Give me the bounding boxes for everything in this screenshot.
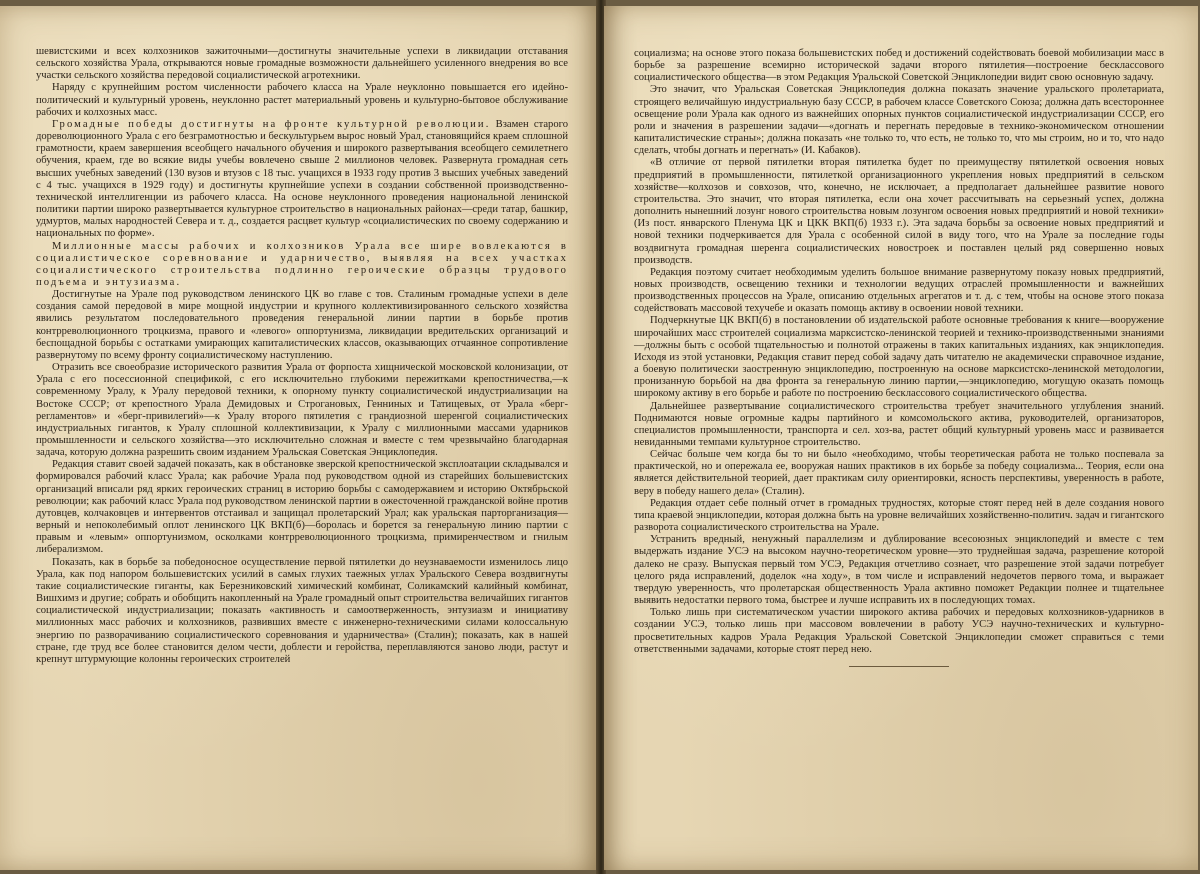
right-page	[604, 6, 1198, 870]
paragraph: Редакция отдает себе полный отчет в громадных трудностях, которые стоят перед ней в деле создания нового типа краевой энциклопедии, которая должна быть на уровне величайших хозяйственно-политич. задач и гигантского разворота социалистического строительства на Урале.	[634, 497, 1164, 534]
spaced-emphasis: Миллионные массы рабочих и колхозников Урала все шире вовлекаются в социалистическое соревнование и ударничество, выявляя на всех участках социалистического строительства подлинно героические образцы трудового подъема и энтузиазма.	[36, 240, 568, 288]
paragraph: Дальнейшее развертывание социалистического строительства требует значительного углубления знаний. Поднимаются новые огромные кадры партийного и комсомольского актива, руководителей, организаторов, специалистов промышленности, транспорта и сел. хоз-ва, растет общий культурный уровень масс и развивается невиданными темпами культурное строительство.	[634, 400, 1164, 448]
left-page	[0, 6, 598, 870]
right-page-text	[634, 48, 1164, 862]
paragraph: Отразить все своеобразие исторического развития Урала от форпоста хищнической московской колонизации, от Урала с его посессионной спецификой, с его исключительно глубокими пережитками крепостничества,—к современному Уралу, к Уралу передовой техники, к опорному пункту социалистической индустриализации на Востоке СССР; от крепостного Урала Демидовых и Строгановых, Генниных и Татищевых, от Урала «берг-регламентов» и «берг-привилегий»—к Уралу второго пятилетия с грандиозной шеренгой социалистических индустриальных гигантов, к Уралу сплошной коллективизации, к Уралу с миллионными массами ударников промышленности и сельского хозяйства—это исключительно сложная и вместе с тем чрезвычайно благодарная задача, которую должна разрешить своим изданием Уральская Советская Энциклопедия.	[36, 362, 568, 459]
paragraph: социализма; на основе этого показа большевистских побед и достижений содействовать боевой мобилизации масс в борьбе за разрешение всемирно исторической задачи второго пятилетия—построение бесклассового социалистического общества—в этом Редакция Уральской Советской Энциклопедии видит свою основную задачу.	[634, 48, 1164, 84]
paragraph: Показать, как в борьбе за победоносное осуществление первой пятилетки до неузнаваемости изменилось лицо Урала, как под напором большевистских усилий в самых глухих таежных углах Уральского Севера воздвигнуты такие социалистические гиганты, как Березниковский химический комбинат, Соликамский калийный комбинат, Вишхимз и другие; собрать и обобщить накопленный на Урале громадный опыт строительства величайших гигантов социалистической индустриализации; показать «активность и самоотверженность, энтузиазм и инициативу миллионных масс рабочих и колхозников, развивших вместе с инженерно-техническими силами колоссальную энергию по разворачиванию социалистического соревнования и ударничества» (Сталин); показать, как в нашей стране, где труд все более становится делом чести, доблести и геройства, переплавляются заново люди, растут и крепнут штурмующие колонны героических строителей	[36, 556, 568, 665]
paragraph: Громадные победы достигнуты на фронте культурной революции. Взамен старого дореволюционного Урала с его безграмотностью и бескультурьем вырос новый Урал, становящийся краем сплошной грамотности, краем завершения всеобщего начального обучения и широкого развертывания всеобщего семилетнего обучения, краем, где во всякие виды учебы вовлечено свыше 2 миллионов человек. Развернута громадная сеть высших учебных заведений (130 вузов и втузов с 18 тыс. учащихся в 1933 году против 3 высших учебных заведений с 4 тыс. учащихся в 1929 году) и достигнуты крупнейшие успехи в создании собственной производственно-технической интеллигенции из рабочего класса. На основе неуклонного проведения национальной ленинской политики партии широко развертывается культурное строительство в национальных районах—среди татар, башкир, удмуртов, малых народностей Севера и т. д., создается расцвет культур «социалистических по своему содержанию и национальных по форме».	[36, 118, 568, 240]
paragraph: Наряду с крупнейшим ростом численности рабочего класса на Урале неуклонно повышается его идейно-политический и культурный уровень, неуклонно растет материальный уровень и культурно-бытовое обслуживание рабочих и колхозных масс.	[36, 82, 568, 118]
spaced-emphasis: Громадные победы достигнуты на фронте культурной революции.	[52, 118, 491, 130]
paragraph	[36, 241, 568, 290]
paragraph: Сейчас больше чем когда бы то ни было «необходимо, чтобы теоретическая работа не только поспевала за практической, но и опережала ее, вооружая наших практиков в их борьбе за победу социализма... Теория, если она является действительной теорией, дает практикам силу ориентировки, ясность перспективы, уверенность в работе, веру в победу нашего дела» (Сталин).	[634, 449, 1164, 497]
paragraph: Это значит, что Уральская Советская Энциклопедия должна показать значение уральского пролетариата, строящего величайшую индустриальную базу СССР, в рабочем классе Советского Союза; должна дать всестороннее освещение роли Урала как одного из важнейших опорных пунктов социалистической индустриализации СССР, его роли и значения в разрешении задачи—«догнать и перегнать передовые в технико-экономическом отношении капиталистические страны»; должна показать «не только то, что есть, не только то, что мы строим, но и то, что надо сделать, чтобы догнать и перегнать» (И. Кабаков).	[634, 84, 1164, 157]
closing-rule	[849, 666, 949, 667]
paragraph: Редакция ставит своей задачей показать, как в обстановке зверской крепостнической эксплоатации складывался и формировался рабочий класс Урала; как рабочие Урала под руководством одной из старейших большевистских организаций вписали ряд ярких героических страниц в историю борьбы с самодержавием и историю Октябрьской революции; как рабочий класс Урала под руководством ленинской партии в ожесточенной гражданской войне против дутовцев, колчаковцев и интервентов отстаивал и защищал пролетарский Урал; как уральская парторганизация—верный и непоколебимый оплот ленинского ЦК ВКП(б)—боролась и борется за генеральную линию партии с правым и «левым» оппортунизмом, осколками контрреволюционного троцкизма, примиренчеством и гнилым либерализмом.	[36, 459, 568, 556]
paragraph: Достигнутые на Урале под руководством ленинского ЦК во главе с тов. Сталиным громадные успехи в деле создания самой передовой в мире мощной индустрии и крупного коллективизированного сельского хозяйства явились результатом последовательного проведения генеральной линии партии в борьбе против контрреволюционного троцкизма, правого и «левого» оппортунизма, ликвидации вредительских организаций и беспощадной борьбы с остатками умирающих капиталистических классов, оказывающих отчаянное сопротивление развернутому по всему фронту социалистическому наступлению.	[36, 289, 568, 361]
paragraph: Только лишь при систематическом участии широкого актива рабочих и передовых колхозников-ударников в создании УСЭ, только лишь при массовом вовлечении в работу УСЭ научно-технических и культурно-просветительных кадров Урала Редакция Уральской Советской Энциклопедии сможет справиться с теми ответственными задачами, которые стоят перед нею.	[634, 607, 1164, 655]
paragraph: Устранить вредный, ненужный параллелизм и дублирование всесоюзных энциклопедий и вместе с тем выдержать издание УСЭ на высоком научно-теоретическом уровне—это труднейшая задача, разрешение которой далеко не сразу. Выпуская первый том УСЭ, Редакция отчетливо сознает, что разрешение этой задачи потребует целого ряда исправлений, доделок «на ходу», в том числе и исправлений недочетов первого тома, и выражает твердую уверенность, что пролетарская общественность Урала активно поможет Редакции полнее и тщательнее выявить недостатки первого тома, быстрее и лучше исправить их в последующих томах.	[634, 534, 1164, 607]
paragraph: Редакция поэтому считает необходимым уделить большое внимание развернутому показу новых предприятий, новых производств, освещению техники и технологии ведущих отраслей промышленности и важнейших производственных процессов на Урале, описанию отдельных агрегатов и т. д. с тем, чтобы на основе этого показа содействовать массовой техучебе и оказать помощь активу в освоении новой техники.	[634, 266, 1164, 315]
paragraph: «В отличие от первой пятилетки вторая пятилетка будет по преимуществу пятилеткой освоения новых предприятий в промышленности, пятилеткой организационного укрепления новых предприятий в сельском хозяйстве—колхозов и совхозов, что, конечно, не исключает, а предполагает дальнейшее развитие нового строительства. Это значит, что вторая пятилетка, если она хочет рассчитывать на серьезный успех, должна дополнить нынешний лозунг нового строительства новым лозунгом освоения новых предприятий и новой техники» (Из пост. январского Пленума ЦК и ЦКК ВКП(б) 1933 г.). Эта задача борьбы за освоение новых предприятий и новой техники подчеркивается для Урала с особенной силой в виду того, что на Урале за последние годы воздвигнута громадная шеренга социалистических новостроек и поставлен целый ряд совершенно новых производств.	[634, 157, 1164, 266]
paragraph: шевистскими и всех колхозников зажиточными—достигнуты значительные успехи в ликвидации отставания сельского хозяйства Урала, открываются новые громадные возможности дальнейшего усиленного внедрения во все участки сельского хозяйства передовой социалистической агротехники.	[36, 46, 568, 82]
left-page-text	[36, 46, 568, 862]
paragraph: Подчеркнутые ЦК ВКП(б) в постановлении об издательской работе основные требования к книге—вооружение широчайших масс строителей социализма марксистско-ленинской теорией и технико-производственными знаниями—должны быть с особой тщательностью и полнотой отражены в таких капитальных изданиях, как энциклопедия. Исходя из этой установки, Редакция ставит перед собой задачу дать читателю не академически справочное издание, а боевую политически заостренную энциклопедию, построенную на основе марксистско-ленинской методологии, пронизанную борьбой на два фронта за генеральную линию партии,—энциклопедию, могущую оказать помощь широкому активу в его борьбе и работе по построению бесклассового социалистического общества.	[634, 315, 1164, 400]
